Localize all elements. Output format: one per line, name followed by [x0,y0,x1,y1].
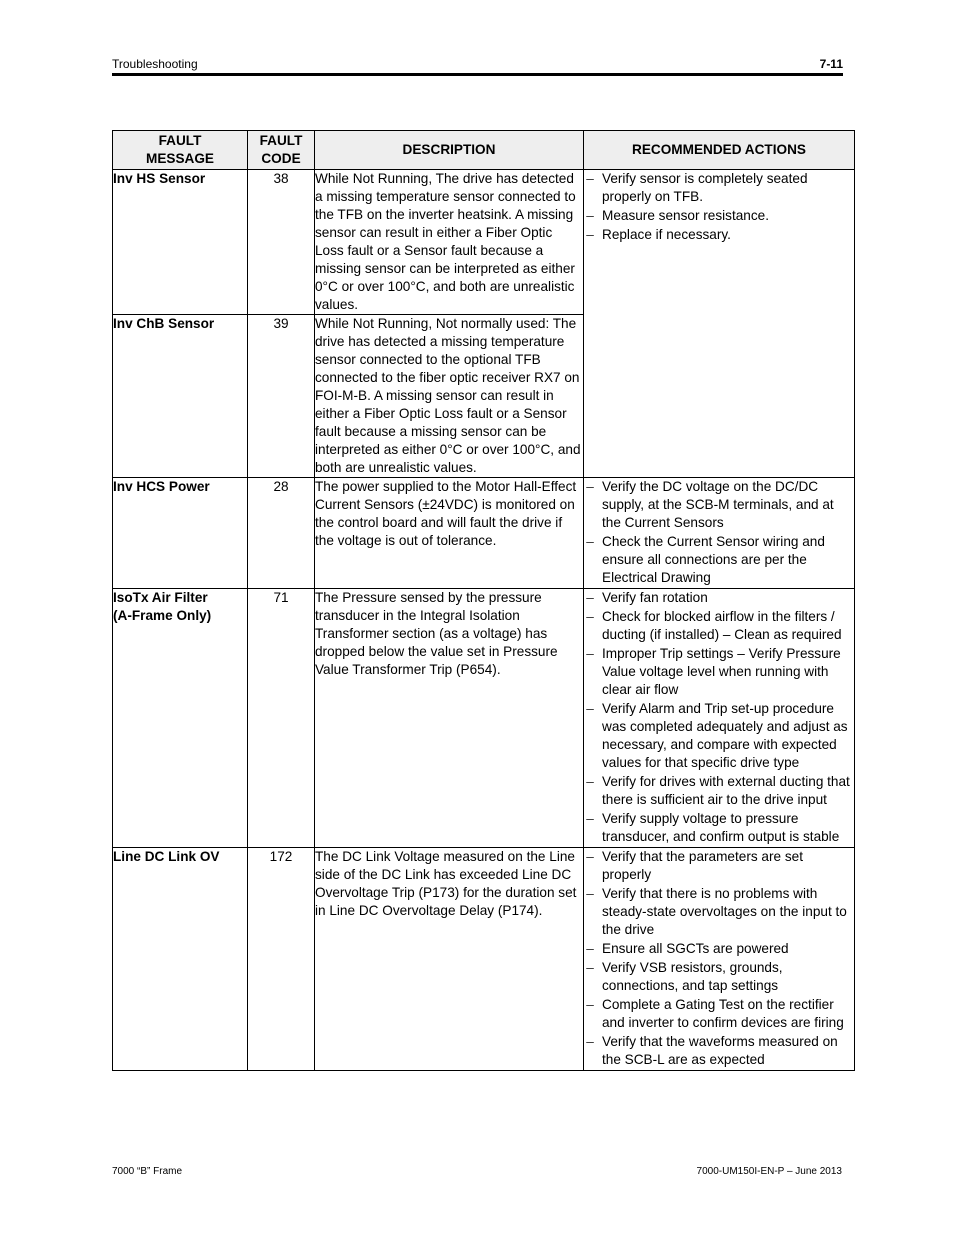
action-text: Improper Trip settings – Verify Pressure Value voltage level when running with clear air flow [602,646,841,697]
dash-bullet-icon: – [586,849,594,864]
fault-description: The power supplied to the Motor Hall-Effect Current Sensors (±24VDC) is monitored on the control board and will fault the drive if the voltage is out of tolerance. [315,478,584,589]
action-text: Ensure all SGCTs are powered [602,941,789,956]
action-text: Verify VSB resistors, grounds, connections, and tap settings [602,960,783,993]
action-item [584,848,854,884]
dash-bullet-icon: – [586,646,594,661]
action-text: Measure sensor resistance. [602,208,769,223]
col-header-fault-message [113,131,248,170]
fault-code: 38 [248,170,315,315]
dash-bullet-icon: – [586,171,594,186]
table-row [113,478,855,589]
action-text: Verify Alarm and Trip set-up procedure was completed adequately and adjust as necessary, and compare with expected values for that specific drive type [602,701,848,770]
fault-description: While Not Running, The drive has detected a missing temperature sensor connected to the TFB on the inverter heatsink. A missing sensor can result in either a Fiber Optic Loss fault or a Sensor fault because a missing sensor can be interpreted as either 0°C or over 100°C, and both are unrealistic values. [315,170,584,315]
dash-bullet-icon: – [586,208,594,223]
action-item [584,478,854,532]
page-number: 7-11 [819,57,843,71]
page-header [112,57,843,73]
action-list [584,478,854,587]
fault-message: Inv HS Sensor [113,170,248,315]
footer-right: 7000-UM150I-EN-P – June 2013 [696,1166,842,1177]
dash-bullet-icon: – [586,534,594,549]
action-item [584,700,854,772]
dash-bullet-icon: – [586,1034,594,1049]
action-text: Verify that the parameters are set properly [602,849,803,882]
dash-bullet-icon: – [586,960,594,975]
fault-message-text: IsoTx Air Filter (A-Frame Only) [113,590,212,623]
dash-bullet-icon: – [586,886,594,901]
recommended-actions [584,848,855,1071]
dash-bullet-icon: – [586,590,594,605]
dash-bullet-icon: – [586,811,594,826]
recommended-actions [584,170,855,478]
fault-message: Inv HCS Power [113,478,248,589]
header-rule [112,73,843,76]
col-header-label: FAULT MESSAGE [146,133,214,166]
dash-bullet-icon: – [586,774,594,789]
action-item [584,959,854,995]
action-item [584,996,854,1032]
action-text: Replace if necessary. [602,227,731,242]
table-row [113,589,855,848]
action-item [584,170,854,206]
action-item [584,589,854,607]
action-item [584,226,854,244]
dash-bullet-icon: – [586,941,594,956]
col-header-description: DESCRIPTION [315,131,584,170]
fault-code: 172 [248,848,315,1071]
dash-bullet-icon: – [586,701,594,716]
fault-code: 39 [248,315,315,478]
action-text: Verify that there is no problems with steady-state overvoltages on the input to the drive [602,886,847,937]
action-item [584,533,854,587]
fault-message: Inv ChB Sensor [113,315,248,478]
action-item [584,645,854,699]
col-header-recommended-actions: RECOMMENDED ACTIONS [584,131,855,170]
action-list [584,589,854,846]
dash-bullet-icon: – [586,479,594,494]
dash-bullet-icon: – [586,609,594,624]
action-item [584,885,854,939]
action-text: Verify for drives with external ducting that there is sufficient air to the drive input [602,774,850,807]
fault-message [113,589,248,848]
table-row [113,170,855,315]
table-row [113,848,855,1071]
fault-code: 28 [248,478,315,589]
action-text: Verify sensor is completely seated properly on TFB. [602,171,808,204]
table-header-row [113,131,855,170]
dash-bullet-icon: – [586,997,594,1012]
recommended-actions [584,589,855,848]
fault-message: Line DC Link OV [113,848,248,1071]
action-item [584,1033,854,1069]
fault-description: While Not Running, Not normally used: The drive has detected a missing temperature sensor connected to the optional TFB connected to the fiber optic receiver RX7 on FOI-M-B. A missing sensor can result in either a Fiber Optic Loss fault or a Sensor fault because a missing sensor can be interpreted as either 0°C or over 100°C, and both are unrealistic values. [315,315,584,478]
footer-left: 7000 “B” Frame [112,1166,183,1177]
fault-description: The DC Link Voltage measured on the Line side of the DC Link has exceeded Line DC Overvoltage Trip (P173) for the duration set in Line DC Overvoltage Delay (P174). [315,848,584,1071]
recommended-actions [584,478,855,589]
action-text: Check for blocked airflow in the filters / ducting (if installed) – Clean as required [602,609,842,642]
action-item [584,207,854,225]
col-header-fault-code [248,131,315,170]
fault-table [112,130,855,1071]
action-text: Verify supply voltage to pressure transducer, and confirm output is stable [602,811,840,844]
action-item [584,810,854,846]
action-text: Verify that the waveforms measured on the SCB-L are as expected [602,1034,838,1067]
action-text: Verify the DC voltage on the DC/DC supply, at the SCB-M terminals, and at the Current Sensors [602,479,834,530]
action-text: Check the Current Sensor wiring and ensure all connections are per the Electrical Drawing [602,534,825,585]
action-item [584,940,854,958]
action-list [584,848,854,1069]
fault-code: 71 [248,589,315,848]
dash-bullet-icon: – [586,227,594,242]
fault-description: The Pressure sensed by the pressure transducer in the Integral Isolation Transformer section (as a voltage) has dropped below the value set in Pressure Value Transformer Trip (P654). [315,589,584,848]
action-text: Complete a Gating Test on the rectifier and inverter to confirm devices are firing [602,997,844,1030]
col-header-label: FAULT CODE [259,133,303,166]
action-item [584,773,854,809]
section-title: Troubleshooting [112,57,198,71]
action-text: Verify fan rotation [602,590,708,605]
action-item [584,608,854,644]
action-list [584,170,854,244]
